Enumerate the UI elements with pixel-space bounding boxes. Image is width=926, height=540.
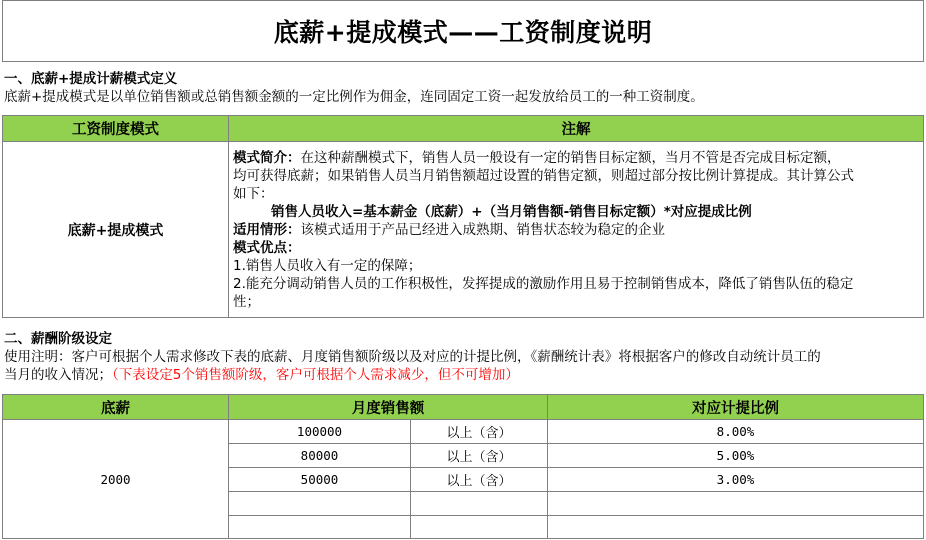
- advantage-2b: 性；: [233, 294, 260, 310]
- usage-note-text: 当月的收入情况；: [4, 367, 112, 383]
- sales-condition-cell[interactable]: 以上（含）: [410, 419, 548, 444]
- sales-condition-cell[interactable]: [410, 491, 548, 516]
- sales-amount-cell[interactable]: 50000: [228, 467, 411, 492]
- sales-amount-cell[interactable]: [228, 491, 411, 516]
- advantage-2a: 2.能充分调动销售人员的工作积极性，发挥提成的激励作用且易于控制销售成本，降低了销售队伍的稳定: [233, 276, 854, 292]
- usage-note-line-2: [4, 366, 519, 384]
- section2-heading: 二、薪酬阶级设定: [4, 331, 112, 347]
- intro-text-1: 在这种薪酬模式下，销售人员一般设有一定的销售目标定额，当月不管是否完成目标定额，: [300, 150, 841, 166]
- salary-formula: 销售人员收入=基本薪金（底薪）+（当月销售额-销售目标定额）*对应提成比例: [271, 204, 752, 220]
- usage-note-warning: （下表设定5个销售额阶级，客户可根据个人需求减少，但不可增加）: [112, 367, 519, 383]
- intro-label: 模式简介：: [233, 150, 301, 166]
- table2-header-commission-rate: 对应计提比例: [547, 394, 924, 420]
- advantages-label: 模式优点：: [233, 240, 301, 256]
- sales-condition-cell[interactable]: 以上（含）: [410, 467, 548, 492]
- commission-rate-cell[interactable]: [547, 515, 924, 539]
- section1-heading: 一、底薪+提成计薪模式定义: [4, 71, 178, 87]
- intro-line-2: 均可获得底薪；如果销售人员当月销售额超过设置的销售定额，则超过部分按比例计算提成。其计算公式: [233, 168, 854, 184]
- advantage-1: 1.销售人员收入有一定的保障；: [233, 258, 422, 274]
- sales-condition-cell[interactable]: [410, 515, 548, 539]
- commission-rate-cell[interactable]: 8.00%: [547, 419, 924, 444]
- sales-amount-cell[interactable]: 80000: [228, 443, 411, 468]
- scenario-line: [233, 221, 919, 239]
- sales-condition-cell[interactable]: 以上（含）: [410, 443, 548, 468]
- intro-line-3: 如下：: [233, 186, 274, 202]
- commission-rate-cell[interactable]: 3.00%: [547, 467, 924, 492]
- table1-header-mode: 工资制度模式: [2, 115, 229, 142]
- commission-rate-cell[interactable]: 5.00%: [547, 443, 924, 468]
- usage-note-line-1: 使用注明：客户可根据个人需求修改下表的底薪、月度销售额阶级以及对应的计提比例，《薪酬统计表》将根据客户的修改自动统计员工的: [4, 349, 821, 365]
- table1-header-notes: 注解: [228, 115, 924, 142]
- mode-notes-cell: [228, 141, 924, 318]
- scenario-text: 该模式适用于产品已经进入成熟期、销售状态较为稳定的企业: [300, 222, 665, 238]
- base-salary-cell[interactable]: 2000: [2, 419, 229, 539]
- table2-header-monthly-sales: 月度销售额: [228, 394, 548, 420]
- sales-amount-cell[interactable]: [228, 515, 411, 539]
- sales-amount-cell[interactable]: 100000: [228, 419, 411, 444]
- scenario-label: 适用情形：: [233, 222, 301, 238]
- section1-definition: 底薪+提成模式是以单位销售额或总销售额金额的一定比例作为佣金，连同固定工资一起发放给员工的一种工资制度。: [4, 89, 704, 105]
- page-title: 底薪+提成模式——工资制度说明: [2, 0, 924, 62]
- mode-name-cell: 底薪+提成模式: [2, 141, 229, 318]
- commission-rate-cell[interactable]: [547, 491, 924, 516]
- intro-line-1: [233, 149, 919, 167]
- table2-header-base-salary: 底薪: [2, 394, 229, 420]
